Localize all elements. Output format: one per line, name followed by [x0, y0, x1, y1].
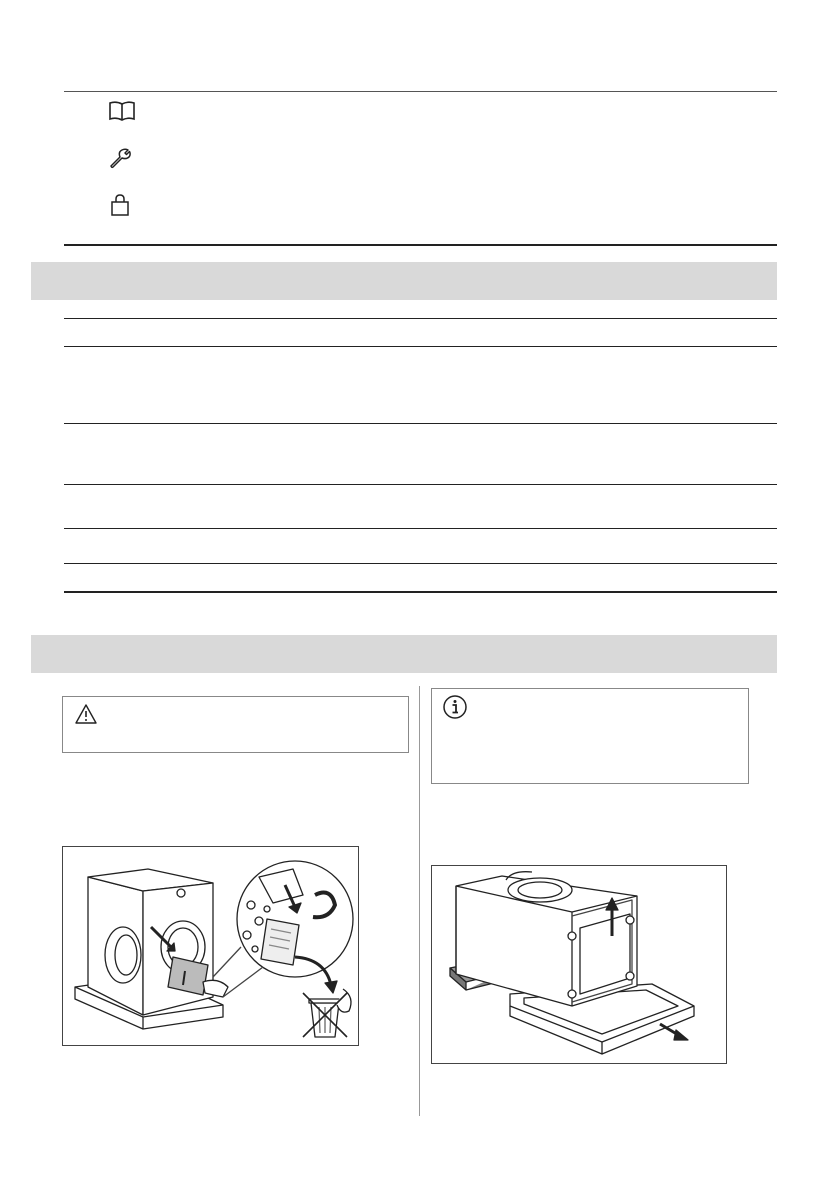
info-box [431, 688, 749, 784]
warning-box [62, 696, 409, 753]
shopping-bag-icon[interactable] [109, 193, 131, 217]
washing-machine-unpacking-illustration [62, 846, 359, 1046]
machine-lifted-off-base-illustration [431, 865, 727, 1064]
open-book-icon[interactable] [107, 100, 137, 122]
table-rule [64, 346, 777, 347]
warning-triangle-icon [74, 703, 98, 725]
table-bottom-rule [64, 591, 777, 593]
table-rule [64, 423, 777, 424]
links-bottom-rule [64, 244, 777, 246]
column-divider [419, 686, 420, 1116]
table-rule [64, 563, 777, 564]
section-header-band [31, 635, 777, 673]
wrench-icon[interactable] [108, 147, 134, 169]
top-rule [64, 91, 777, 92]
table-rule [64, 528, 777, 529]
section-header-band [31, 262, 777, 300]
info-circle-icon [442, 694, 468, 720]
table-rule [64, 484, 777, 485]
table-rule [64, 318, 777, 319]
